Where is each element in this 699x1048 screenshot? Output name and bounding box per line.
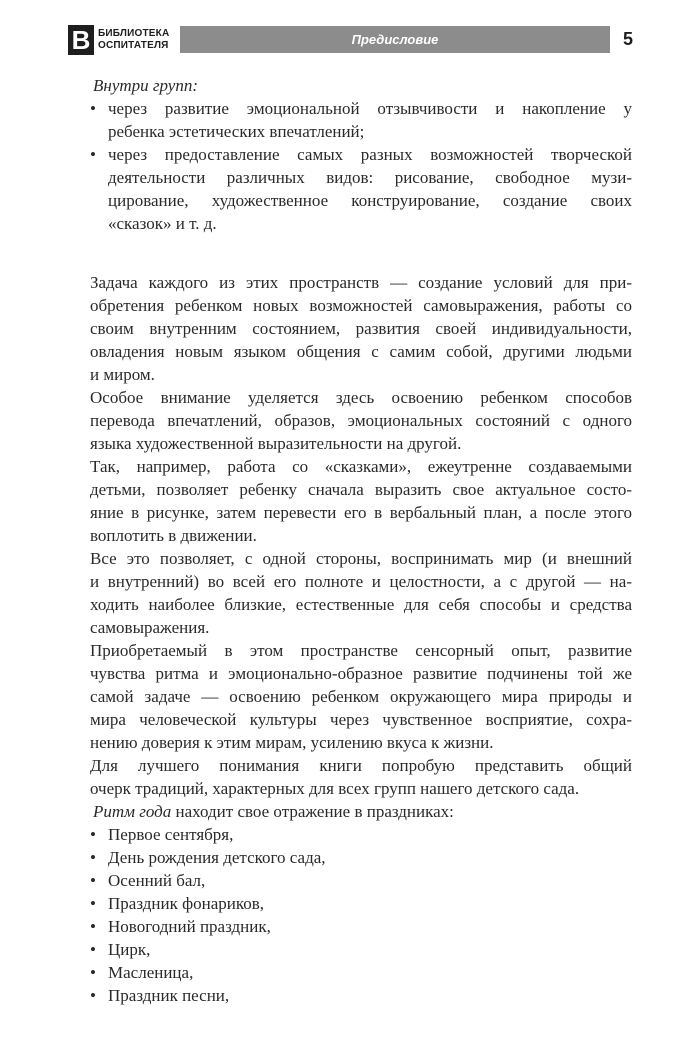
bullet-marker: • [90,145,96,164]
rhythm-italic: Ритм года [93,802,172,821]
text-line: чувства ритма и эмоционально-образное развитие подчинены той же [90,664,632,683]
running-header [68,25,633,55]
body-paragraph [90,754,632,800]
text-line: овладения новым языком общения с самим собой, другими людьми [90,342,632,361]
series-logo-text [98,28,169,52]
holiday-name: Осенний бал, [108,871,206,890]
intro-bullet-item [90,97,632,143]
text-line: языка художественной выразительности на другой. [90,434,462,453]
text-line: самовыражения. [90,618,210,637]
rhythm-paragraph [90,800,632,823]
body-paragraphs [90,271,632,800]
text-line: нению доверия к этим мирам, усилению вкуса к жизни. [90,733,494,752]
bullet-marker: • [90,825,96,844]
bullet-marker: • [90,848,96,867]
bullet-marker: • [90,99,96,118]
text-line: своим внутренним состоянием, развития своей индивидуальности, [90,319,632,338]
body-paragraph [90,639,632,754]
intro-bullet-item [90,143,632,235]
holiday-name: Новогодний праздник, [108,917,271,936]
text-line: Для лучшего понимания книги попробую представить общий [90,756,632,775]
bullet-marker: • [90,986,96,1005]
holiday-list-item [90,961,632,984]
holiday-name: Праздник песни, [108,986,230,1005]
holiday-name: Праздник фонариков, [108,894,265,913]
text-line: цирование, художественное конструирование, создание своих [108,191,632,210]
series-logo-line1: БИБЛИОТЕКА [98,28,170,39]
text-line: самой задаче — освоению ребенком окружающего мира природы и [90,687,632,706]
text-line: Приобретаемый в этом пространстве сенсорный опыт, развитие [90,641,632,660]
text-line: через предоставление самых разных возможностей творческой [108,145,632,164]
holiday-name: Первое сентября, [108,825,234,844]
bullet-marker: • [90,917,96,936]
text-line: деятельности различных видов: рисование, свободное музи- [108,168,632,187]
holiday-list-item [90,915,632,938]
text-line: Задача каждого из этих пространств — создание условий для при- [90,273,632,292]
series-logo-line2: ОСПИТАТЕЛЯ [98,40,169,51]
text-line: и внутренний) во всей его полноте и целостности, а с другой — на- [90,572,632,591]
text-line: и миром. [90,365,155,384]
rhythm-rest: находит свое отражение в праздниках: [171,802,454,821]
holiday-list [90,823,632,1007]
bullet-marker: • [90,871,96,890]
holiday-list-item [90,869,632,892]
holiday-name: День рождения детского сада, [108,848,326,867]
text-line: мира человеческой культуры через чувственное восприятие, сохра- [90,710,632,729]
text-line: Так, например, работа со «сказками», ежеутренне создаваемыми [90,457,632,476]
page-body [90,74,632,1007]
intro-bullet-list [90,97,632,235]
page-number: 5 [622,29,633,49]
subheading-within-groups: Внутри групп: [93,76,199,95]
series-logo-letter: В [68,25,94,55]
text-line: через развитие эмоциональной отзывчивости и накопление у [108,99,632,118]
bullet-marker: • [90,963,96,982]
holiday-list-item [90,938,632,961]
body-paragraph [90,271,632,386]
text-line: детьми, позволяет ребенку сначала выразить свое актуальное состо- [90,480,632,499]
text-line: Особое внимание уделяется здесь освоению ребенком способов [90,388,632,407]
text-line: ходить наиболее близкие, естественные для себя способы и средства [90,595,632,614]
text-line: воплотить в движении. [90,526,257,545]
text-line: перевода впечатлений, образов, эмоциональных состояний с одного [90,411,632,430]
holiday-list-item [90,846,632,869]
body-paragraph [90,455,632,547]
holiday-name: Цирк, [108,940,151,959]
text-line: обретения ребенком новых возможностей самовыражения, работы со [90,296,632,315]
holiday-list-item [90,823,632,846]
section-title: Предисловие [351,32,439,47]
holiday-name: Масленица, [108,963,194,982]
holiday-list-item [90,892,632,915]
text-line: «сказок» и т. д. [108,214,217,233]
holiday-list-item [90,984,632,1007]
bullet-marker: • [90,894,96,913]
text-line: очерк традиций, характерных для всех групп нашего детского сада. [90,779,580,798]
body-paragraph [90,386,632,455]
text-line: яние в рисунке, затем перевести его в вербальный план, а после этого [90,503,632,522]
text-line: ребенка эстетических впечатлений; [108,122,365,141]
section-title-bar [180,26,610,53]
bullet-marker: • [90,940,96,959]
body-paragraph [90,547,632,639]
text-line: Все это позволяет, с одной стороны, воспринимать мир (и внешний [90,549,632,568]
